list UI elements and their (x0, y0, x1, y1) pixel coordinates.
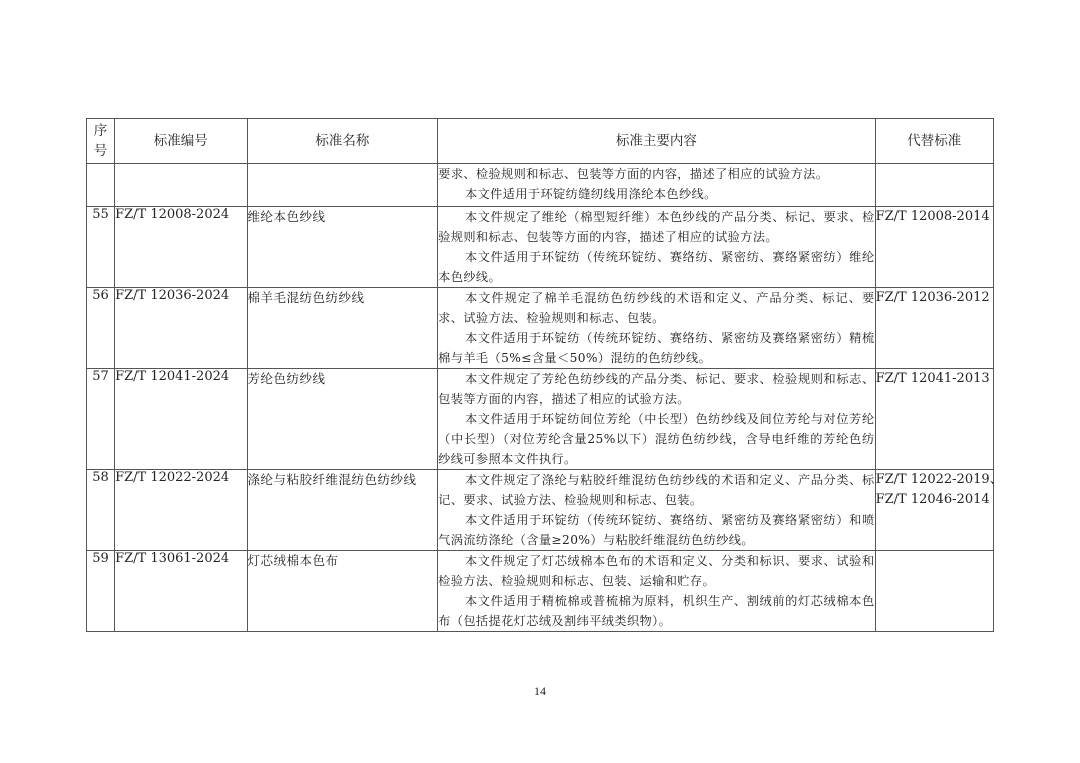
content-paragraph: 本文件规定了涤纶与粘胶纤维混纺色纺纱线的术语和定义、产品分类、标记、要求、试验方法、检验规则和标志、包装。 (438, 473, 875, 507)
content-paragraph: 本文件规定了维纶（棉型短纤维）本色纱线的产品分类、标记、要求、检验规则和标志、包装等方面的内容，描述了相应的试验方法。 (438, 210, 875, 244)
cell-replace (875, 551, 993, 632)
content-paragraph: 本文件适用于精梳棉或普梳棉为原料，机织生产、割绒前的灯芯绒棉本色布（包括提花灯芯绒及割纬平绒类织物）。 (438, 594, 875, 628)
replace-standard: FZ/T 12022-2019、 (875, 472, 1003, 487)
cell-replace (875, 470, 1003, 551)
header-replace: 代替标准 (875, 119, 993, 164)
content-paragraph: 本文件适用于环锭纺缝纫线用涤纶本色纱线。 (464, 187, 717, 201)
cell-name: 涤纶与粘胶纤维混纺色纺纱线 (247, 470, 438, 551)
cell-name: 维纶本色纱线 (247, 207, 438, 288)
table-row (87, 207, 994, 288)
cell-name: 棉羊毛混纺色纺纱线 (247, 288, 438, 369)
content-paragraph: 本文件适用于环锭纺（传统环锭纺、赛络纺、紧密纺及赛络紧密纺）和喷气涡流纺涤纶（含量≥20%）与粘胶纤维混纺色纺纱线。 (438, 513, 875, 547)
cell-seq: 56 (87, 288, 115, 369)
cell-code: FZ/T 12041-2024 (115, 369, 247, 470)
cell-content (438, 207, 875, 288)
header-seq: 序 号 (87, 119, 115, 164)
cell-content (438, 164, 875, 207)
table-row (87, 551, 994, 632)
cell-content (438, 551, 875, 632)
content-paragraph: 本文件适用于环锭纺（传统环锭纺、赛络纺、紧密纺、赛络紧密纺）维纶本色纱线。 (438, 250, 875, 284)
cell-code: FZ/T 12036-2024 (115, 288, 247, 369)
cell-replace (875, 207, 993, 288)
cell-code: FZ/T 13061-2024 (115, 551, 247, 632)
standards-table (86, 118, 1003, 632)
cell-seq (87, 164, 115, 207)
replace-standard: FZ/T 12036-2012 (875, 290, 990, 305)
replace-standard: FZ/T 12046-2014 (875, 492, 990, 507)
header-content: 标准主要内容 (438, 119, 875, 164)
cell-seq: 57 (87, 369, 115, 470)
content-paragraph: 本文件适用于环锭纺（传统环锭纺、赛络纺、紧密纺及赛络紧密纺）精梳棉与羊毛（5%≤含量＜50%）混纺的色纺纱线。 (438, 331, 875, 365)
cell-content (438, 369, 875, 470)
cell-content (438, 288, 875, 369)
cell-seq: 55 (87, 207, 115, 288)
cell-name: 芳纶色纺纱线 (247, 369, 438, 470)
cell-seq: 59 (87, 551, 115, 632)
page-number: 14 (534, 684, 546, 698)
table-row (87, 288, 994, 369)
cell-name (247, 164, 438, 207)
table-row (87, 470, 994, 551)
cell-seq: 58 (87, 470, 115, 551)
cell-replace (875, 164, 993, 207)
header-code: 标准编号 (115, 119, 247, 164)
table-row-continued (87, 164, 994, 207)
cell-name: 灯芯绒棉本色布 (247, 551, 438, 632)
header-name: 标准名称 (247, 119, 438, 164)
table-header-row (87, 119, 994, 164)
replace-standard: FZ/T 12041-2013 (875, 371, 990, 386)
content-paragraph: 本文件规定了灯芯绒棉本色布的术语和定义、分类和标识、要求、试验和检验方法、检验规则和标志、包装、运输和贮存。 (438, 554, 875, 588)
cell-code (115, 164, 247, 207)
cell-replace (875, 369, 993, 470)
replace-standard: FZ/T 12008-2014 (875, 209, 990, 224)
cell-code: FZ/T 12022-2024 (115, 470, 247, 551)
content-paragraph: 本文件适用于环锭纺间位芳纶（中长型）色纺纱线及间位芳纶与对位芳纶（中长型）（对位芳纶含量25%以下）混纺色纺纱线，含导电纤维的芳纶色纺纱线可参照本文件执行。 (438, 412, 875, 466)
cell-code: FZ/T 12008-2024 (115, 207, 247, 288)
cell-content (438, 470, 875, 551)
cell-replace (875, 288, 993, 369)
content-paragraph: 本文件规定了棉羊毛混纺色纺纱线的术语和定义、产品分类、标记、要求、试验方法、检验规则和标志、包装。 (438, 291, 875, 325)
content-paragraph: 要求、检验规则和标志、包装等方面的内容，描述了相应的试验方法。 (438, 167, 829, 181)
content-paragraph: 本文件规定了芳纶色纺纱线的产品分类、标记、要求、检验规则和标志、包装等方面的内容，描述了相应的试验方法。 (438, 372, 875, 406)
table-row (87, 369, 994, 470)
